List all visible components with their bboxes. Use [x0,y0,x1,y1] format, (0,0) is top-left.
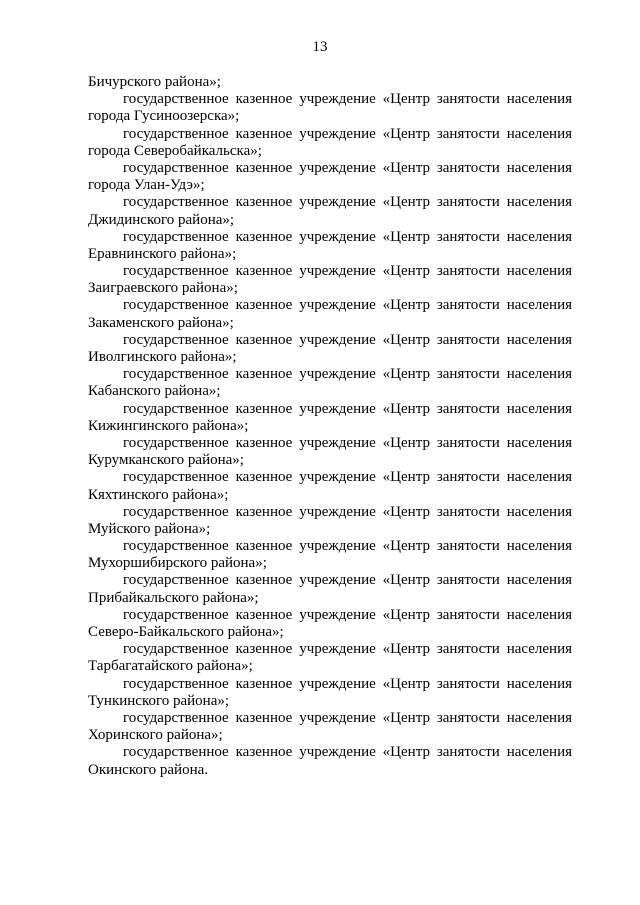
entry-lead-line: государственное казенное учреждение «Центр занятости населения [123,263,572,280]
entry-name-line: Еравнинского района»; [88,245,237,262]
entry-name-line: Окинского района. [88,761,209,778]
entry-name-line: города Северобайкальска»; [88,142,262,159]
page-number: 13 [312,39,328,55]
entry-name-line: города Улан-Удэ»; [88,177,205,194]
entry-lead-line: государственное казенное учреждение «Центр занятости населения [123,744,572,761]
entry-name-line: Северо-Байкальского района»; [88,624,284,640]
entry-lead-line: государственное казенное учреждение «Центр занятости населения [123,709,572,726]
entry-lead-line: государственное казенное учреждение «Центр занятости населения [123,538,572,555]
entry-name-line: Кижингинского района»; [88,417,249,434]
entry-lead-line: государственное казенное учреждение «Центр занятости населения [123,366,572,383]
entry-lead-line: государственное казенное учреждение «Центр занятости населения [123,400,572,417]
entry-lead-line: государственное казенное учреждение «Центр занятости населения [123,606,572,623]
entry-name-line: Джидинского района»; [88,211,235,228]
entry-lead-line: государственное казенное учреждение «Центр занятости населения [123,159,572,176]
entry-name-line: Заиграевского района»; [88,280,238,297]
entry-name-line: Кабанского района»; [88,383,221,400]
entry-name-line: Курумканского района»; [88,452,244,469]
entry-lead-line: государственное казенное учреждение «Центр занятости населения [123,675,572,692]
entry-name-line: Тарбагатайского района»; [88,658,253,675]
entry-name-line: Прибайкальского района»; [88,589,259,606]
entry-name-line: Хоринского района»; [88,727,223,744]
document-body [88,74,572,779]
entry-name-line: Мухоршибирского района»; [88,555,267,572]
entry-lead-line: государственное казенное учреждение «Центр занятости населения [123,434,572,451]
entry-lead-line: государственное казенное учреждение «Центр занятости населения [123,331,572,348]
entry-lead-line: государственное казенное учреждение «Центр занятости населения [123,469,572,486]
entry-name-line: Тункинского района»; [88,692,230,709]
entry-name-line: Кяхтинского района»; [88,486,229,503]
entry-name-line: Муйского района»; [88,520,211,537]
continuation-line: Бичурского района»; [88,74,221,90]
entry-name-line: города Гусиноозерска»; [88,108,240,125]
entry-name-line: Иволгинского района»; [88,349,237,365]
entry-lead-line: государственное казенное учреждение «Центр занятости населения [123,503,572,520]
entry-lead-line: государственное казенное учреждение «Центр занятости населения [123,91,572,108]
entry-lead-line: государственное казенное учреждение «Центр занятости населения [123,228,572,245]
entry-lead-line: государственное казенное учреждение «Центр занятости населения [123,194,572,211]
entry-lead-line: государственное казенное учреждение «Центр занятости населения [123,641,572,658]
entry-lead-line: государственное казенное учреждение «Центр занятости населения [123,125,572,142]
entry-lead-line: государственное казенное учреждение «Центр занятости населения [123,297,572,314]
entry-name-line: Закаменского района»; [88,314,234,331]
entry-lead-line: государственное казенное учреждение «Центр занятости населения [123,572,572,589]
